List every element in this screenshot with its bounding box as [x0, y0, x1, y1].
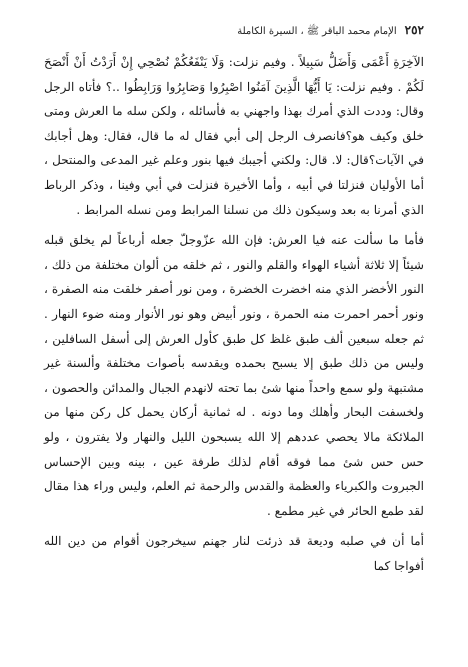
book-page — [44, 22, 424, 657]
page-number: ٢٥٢ — [404, 23, 424, 37]
paragraph: أما أن في صلبه وديعة قد ذرئت لنار جهنم سيخرجون أقوام من دين الله أفواجا كما — [44, 534, 424, 573]
paragraph: فأما ما سألت عنه فيا العرش: فإن الله عزّوجلّ جعله أرباعاً لم يخلق قبله شيئاً إلا ثلاثة أشياء الهواء والقلم والنور ، ثم خلقه من ألوان مختلفة من ذلك ، النور الأخضر الذي منه اخضرت الخضرة ، ومن نور أصفر خلقت منه الصفرة ، ونور أحمر احمرت منه الحمرة ، ونور أبيض وهو نور الأنوار ومنه ضوء النهار . ثم جعله سبعين ألف طبق غلظ كل طبق كأول العرش إلى أسفل السافلين ، وليس من ذلك طبق إلا يسبح بحمده ويقدسه بأصوات مختلفة وألسنة غير مشتبهة ولو سمع واحداً منها شئ بما تحته لانهدم الجبال والمدائن والحصون ، ولخسفت البحار وأهلك وما دونه . له ثمانية أركان يحمل كل ركن منها من الملائكة مالا يحصي عددهم إلا الله يسبحون الليل والنهار ولا يفترون ، ولو حس حس شئ مما فوقه أقام لذلك طرفة عين ، بينه وبين الإحساس الجبروت والكبرياء والعظمة والقدس والرحمة ثم العلم، وليس وراء هذا مقال لقد طمع الحائر في غير مطمع . — [44, 233, 424, 518]
paragraph: الآخِرَةِ أَعْمَى وَأَضَلُّ سَبِيلاً . وفيم نزلت: وَلَا يَنْفَعُكُمْ نُصْحِي إِنْ أَرَدْتُ أَنْ أَنْصَحَ لَكُمْ . وفيم نزلت: يَا أَيُّهَا الَّذِينَ آمَنُوا اصْبِرُوا وَصَابِرُوا وَرَابِطُوا ..؟ فأتاه الرجل وقال: وددت الذي أمرك بهذا واجهني به فأسائله ، ولكن سله ما العرش ومتى خلق وكيف هو؟فانصرف الرجل إلى أبي فقال له ما قال، فقال: وهل أجابك في الآيات؟قال: لا. قال: ولكني أجيبك فيها بنور وعلم غير المدعى والمنتحل ، أما الأوليان فنزلتا في أبيه ، وأما الأخيرة فنزلت في أبي وفينا ، وذكر الرباط الذي أمرنا به بعد وسيكون ذلك من نسلنا المرابط ومن نسله المرابط . — [44, 55, 424, 217]
running-header — [44, 22, 424, 40]
running-title: الإمام محمد الباقر ﷺ ، السيرة الكاملة — [237, 26, 397, 37]
body-text — [44, 50, 424, 578]
